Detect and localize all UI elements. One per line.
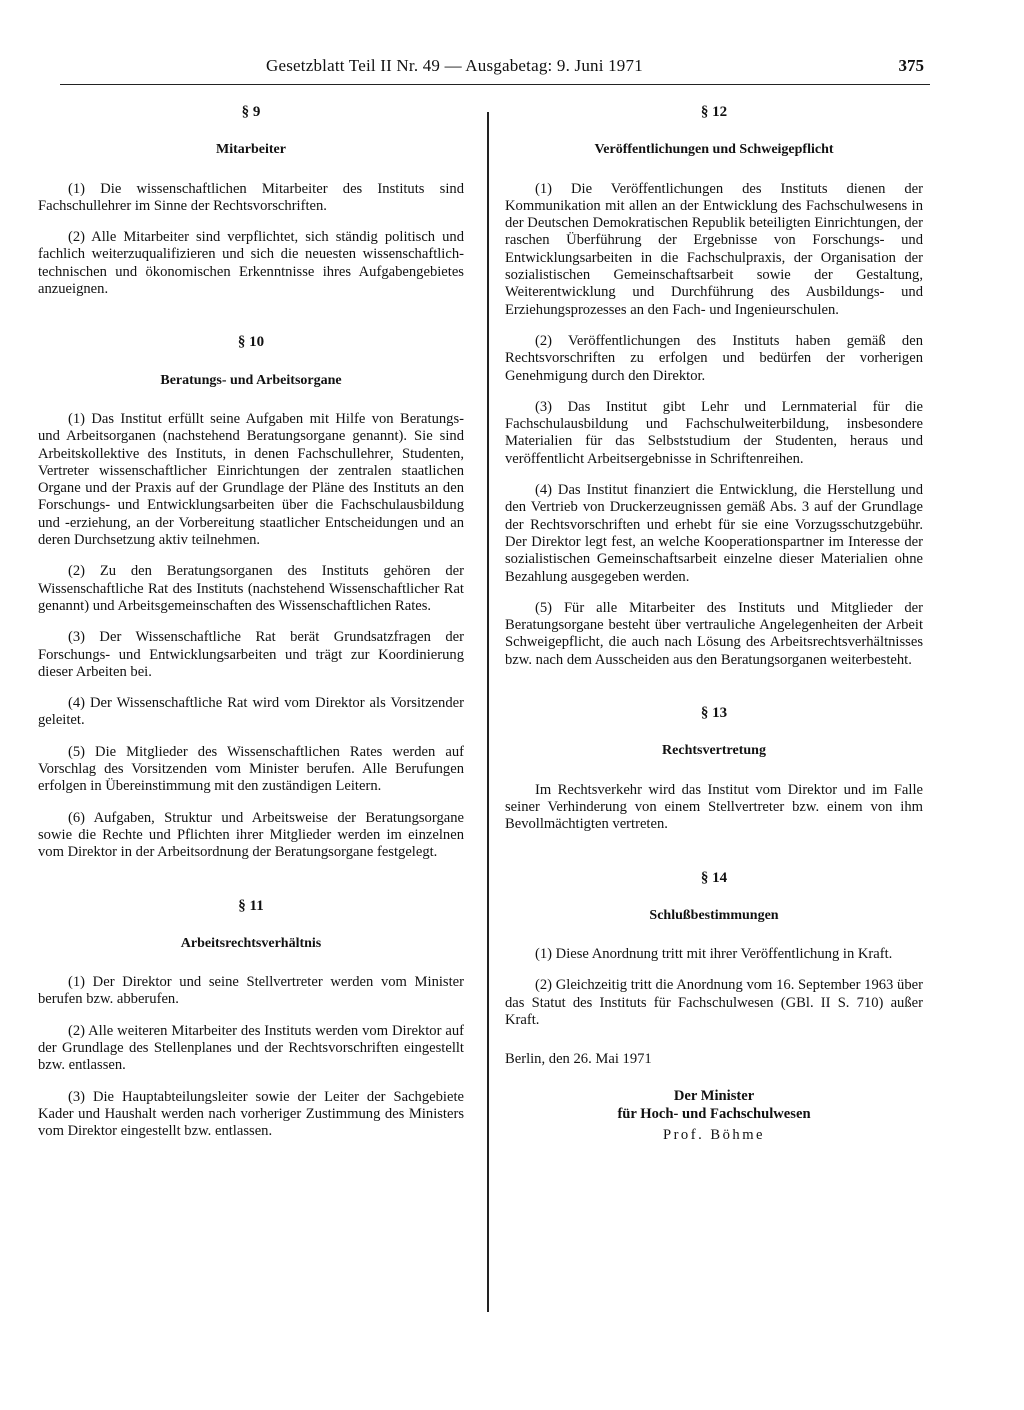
closing-block bbox=[505, 1051, 923, 1144]
section-14 bbox=[505, 870, 923, 1030]
paragraph: (1) Die Veröffentlichungen des Instituts dienen der Kommunikation mit allen an der Entwicklung des Fachschulwesens in der Deutschen Demokratischen Republik beteiligten Einrichtungen, der raschen Überführung der Ergebnisse von Forschungs- und Entwicklungsarbeiten in die Fachschulpraxis, der Organisation der sozialistischen Gemeinschaftsarbeit sowie der Gestaltung, Weiterentwicklung und Durchführung des Ausbildungs- und Erziehungsprozesses an den Fach- und Ingenieurschulen. bbox=[505, 180, 923, 318]
paragraph: (2) Alle Mitarbeiter sind verpflichtet, sich ständig politisch und fachlich weiterzuqualifizieren und sich die neuesten wissenschaftlich-technischen und ökonomischen Erkenntnisse ihres Aufgabengebietes anzueignen. bbox=[38, 229, 464, 298]
section-number: § 12 bbox=[700, 104, 728, 120]
paragraph: (1) Die wissenschaftlichen Mitarbeiter des Instituts sind Fachschullehrer im Sinne der Rechtsvorschriften. bbox=[38, 180, 464, 214]
gazette-title: Gesetzblatt Teil II Nr. 49 — Ausgabetag: 9. Juni 1971 bbox=[266, 56, 643, 75]
section-title: Arbeitsrechtsverhältnis bbox=[180, 935, 322, 951]
signer-title: Der Minister bbox=[673, 1087, 755, 1104]
section-11 bbox=[38, 898, 464, 1141]
paragraph: (2) Zu den Beratungsorganen des Instituts gehören der Wissenschaftliche Rat des Instituts (nachstehend Wissenschaftlicher Rat genannt) und Arbeitsgemeinschaften des Wissenschaftlichen Rates. bbox=[38, 563, 464, 614]
paragraph: (1) Der Direktor und seine Stellvertreter werden vom Minister berufen bzw. abberufen. bbox=[38, 974, 464, 1008]
section-title: Beratungs- und Arbeitsorgane bbox=[160, 372, 342, 388]
paragraph: (1) Diese Anordnung tritt mit ihrer Veröffentlichung in Kraft. bbox=[535, 946, 893, 963]
page-number: 375 bbox=[898, 56, 924, 75]
section-title: Schlußbestimmungen bbox=[649, 907, 779, 923]
paragraph: (2) Alle weiteren Mitarbeiter des Instituts werden vom Direktor auf der Grundlage des Stellenplanes und der Rechtsvorschriften eingestellt bzw. entlassen. bbox=[38, 1022, 464, 1074]
section-9 bbox=[38, 104, 464, 298]
right-column bbox=[505, 104, 923, 1144]
section-title: Mitarbeiter bbox=[216, 142, 286, 158]
signer-ministry: für Hoch- und Fachschulwesen bbox=[617, 1105, 811, 1122]
section-title: Rechtsvertretung bbox=[662, 743, 766, 759]
paragraph: (2) Veröffentlichungen des Instituts haben gemäß den Rechtsvorschriften zu erfolgen und bedürfen der vorherigen Genehmigung durch den Direktor. bbox=[505, 332, 923, 384]
section-number: § 11 bbox=[238, 897, 264, 914]
paragraph: (5) Für alle Mitarbeiter des Instituts und Mitglieder der Beratungsorgane besteht über vertrauliche Angelegenheiten der Arbeit Schweigepflicht, die auch nach Lösung des Arbeitsrechtsverhältnisses bzw. nach dem Ausscheiden aus den Beratungsorganen weiterbesteht. bbox=[505, 599, 923, 668]
page-header bbox=[60, 54, 930, 85]
paragraph: (6) Aufgaben, Struktur und Arbeitsweise der Beratungsorgane sowie die Rechte und Pflichten ihrer Mitglieder werden im einzelnen vom Direktor in der Arbeitsordnung der Beratungsorgane festgelegt. bbox=[38, 809, 464, 861]
section-10 bbox=[38, 334, 464, 861]
section-number: § 9 bbox=[241, 104, 261, 120]
paragraph: (4) Das Institut finanziert die Entwicklung, die Herstellung und den Vertrieb von Druckerzeugnissen gemäß Abs. 3 auf der Grundlage der Rechtsvorschriften und erhebt für sie eine Vorzugsschutzgebühr. Der Direktor legt fest, an welche Kooperationspartner im Interesse der sozialistischen Gemeinschaftsarbeit einzelne dieser Materialien ohne Bezahlung ausgegeben werden. bbox=[505, 482, 923, 585]
section-13 bbox=[505, 705, 923, 833]
paragraph: (3) Der Wissenschaftliche Rat berät Grundsatzfragen der Forschungs- und Entwicklungsarbeiten und trägt zur Koordinierung dieser Arbeiten bei. bbox=[38, 629, 464, 680]
section-number: § 14 bbox=[700, 869, 728, 886]
paragraph: (3) Das Institut gibt Lehr und Lernmaterial für die Fachschulausbildung und Fachschulweiterbildung, insbesondere Materialien für das Selbststudium der Studenten, heraus und veröffentlicht Arbeitsergebnisse in Schriftenreihen. bbox=[505, 398, 923, 467]
date-line: Berlin, den 26. Mai 1971 bbox=[505, 1051, 652, 1068]
section-12 bbox=[505, 104, 923, 669]
column-divider bbox=[487, 112, 489, 1312]
paragraph: (2) Gleichzeitig tritt die Anordnung vom 16. September 1963 über das Statut des Instituts für Fachschulwesen (GBl. II S. 710) außer Kraft. bbox=[505, 977, 923, 1028]
section-title: Veröffentlichungen und Schweigepflicht bbox=[594, 142, 834, 158]
paragraph: Im Rechtsverkehr wird das Institut vom Direktor und im Falle seiner Verhinderung von einem Stellvertreter bzw. einem von ihm Bevollmächtigten vertreten. bbox=[505, 781, 923, 833]
paragraph: (5) Die Mitglieder des Wissenschaftlichen Rates werden auf Vorschlag des Vorsitzenden vom Minister berufen. Alle Berufungen erfolgen in Übereinstimmung mit den zuständigen Leitern. bbox=[38, 743, 464, 795]
signer-name: Prof. Böhme bbox=[662, 1126, 766, 1143]
paragraph: (1) Das Institut erfüllt seine Aufgaben mit Hilfe von Beratungs- und Arbeitsorganen (nachstehend Beratungsorgane genannt). Sie sind Arbeitskollektive des Instituts, in denen Fachschullehrer, Studenten, Vertreter wissenschaftlicher Einrichtungen der zentralen staatlichen Organe und der Praxis auf der Grundlage der Pläne des Instituts an den Forschungs- und Entwicklungsarbeiten über die Fachschulausbildung und -erziehung, an der Vorbereitung staatlicher Entscheidungen und an deren Durchsetzung aktiv teilnehmen. bbox=[38, 410, 464, 549]
section-number: § 13 bbox=[700, 705, 728, 722]
section-number: § 10 bbox=[237, 334, 265, 351]
paragraph: (3) Die Hauptabteilungsleiter sowie der Leiter der Sachgebiete Kader und Haushalt werden nach vorheriger Zustimmung des Ministers vom Direktor eingestellt bzw. entlassen. bbox=[38, 1088, 464, 1140]
paragraph: (4) Der Wissenschaftliche Rat wird vom Direktor als Vorsitzender geleitet. bbox=[38, 695, 464, 729]
left-column bbox=[38, 104, 464, 1154]
